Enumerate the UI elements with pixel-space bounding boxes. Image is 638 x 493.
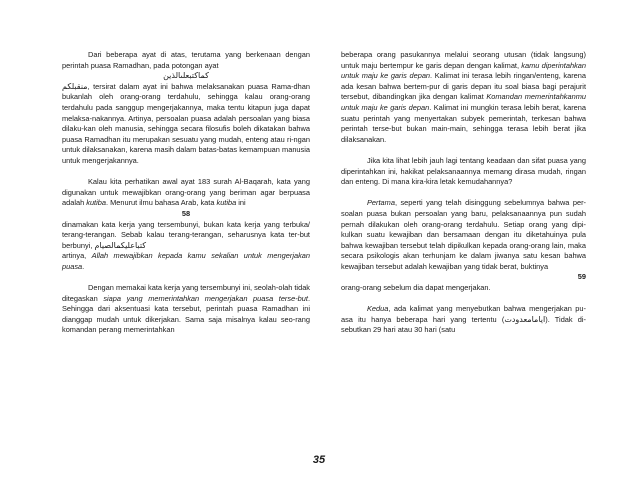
italic-text: Komandan memerintahkanmu untuk maju ke garis depan [341,92,586,112]
paragraph [62,82,310,167]
italic-term: kutiba [216,198,237,208]
text: , tersirat dalam ayat ini bahwa melaksanakan puasa Rama-dhan bukanlah oleh orang-orang terdahulu, sehingga kalau orang-orang terdahulu pada sanggup mengerjakannya, maka tentu kitapun juga dapat melaksa-nakannya. Artinya, persoalan puasa adalah persoalan yang biasa dilaku-kan oleh manusia, sehingga secara filosufis boleh dikatakan bahwa puasa Ramadhan itu merupakan sesuatu yang mudah, enteng atau ri-ngan untuk dilaksanakan, karena masih dalam batas-batas kemampuan manusia untuk mengerjakannya. [62,81,310,165]
arabic-text: منقبلكم [62,81,88,91]
paragraph [62,50,310,71]
text: . Sehingga dari aksentuasi kata tersebut, perintah puasa Ramadhan ini dianggap mudah untuk dikerjakan. Sama saja misalnya kalau seo-rang komandan perang memerintahkan [62,293,310,335]
paragraph [62,177,310,209]
text: orang-orang sebelum dia dapat mengerjakan. [341,283,491,293]
italic-text: Kedua [367,304,389,314]
text: artinya, [62,251,92,261]
text: . Kalimat ini terasa lebih ringan/enteng, karena ada kesan bahwa bertem-pur di garis depan itu soal biasa bagi perajurit tersebut, dibandingkan jika dengan kalimat [341,71,586,102]
paragraph [341,304,586,336]
arabic-line [62,71,310,82]
paragraph [62,283,310,336]
paragraph [62,251,310,272]
italic-term: kutiba [86,198,106,208]
text: . [82,261,85,271]
text: dinamakan kata kerja yang tersembunyi, bukan kata kerja yang terbuka/ terang-terangan. Sebab kalau terang-terangan, seharusnya kata ter-but berbunyi, [62,219,310,250]
text: ). Tidak di-sebutkan 29 hari atau 30 hari (satu [341,314,587,335]
footnote-marker: 59 [577,272,586,282]
footnote-marker: 58 [181,208,191,218]
italic-text: kamu diperintahkan untuk maju ke garis depan [341,60,586,81]
paragraph [341,156,586,188]
arabic-text: كتباعليكمالصيام [94,240,147,250]
text: Jika kita lihat lebih jauh lagi tentang keadaan dan sifat puasa yang diperintahkan ini, hakikat pelaksanaannya memang dirasa mudah, ringan dan enteng. Di mana kira-kira letak kemudahannya? [341,155,586,187]
arabic-text: ايامامعدودت [504,314,546,324]
page-number: 35 [312,454,326,466]
paragraph [341,50,586,145]
text: , ada kalimat yang menyebutkan bahwa mengerjakan pu-asa itu hanya beberapa hari yang tertentu ( [341,304,586,324]
text: Dengan memakai kata kerja yang tersembunyi ini, seolah-olah tidak ditegaskan [62,283,310,303]
text: ini [236,198,246,208]
text: Kalau kita perhatikan awal ayat 183 surah Al-Baqarah, kata yang digunakan untuk mewajibkan orang-orang yang beriman agar berpuasa adalah [62,177,310,208]
italic-text: Pertama [367,198,395,208]
text: , seperti yang telah disinggung sebelumnya bahwa per-soalan puasa bukan persoalan yang baru, pelaksanaannya pun sudah pernah dilakukan oleh orang-orang terdahulu. Setiap orang yang dipi-kulkan suatu kewajiban dan bersamaan dengan itu diketahuinya pula bahwa kewajiban tersebut telah dipikulkan kepada orang-orang lain, maka secara psikologis akan terhunjam ke dalam jiwanya satu kesan bahwa kewajiban tersebut adalah kewajiban yang tidak berat, buktinya [341,198,586,271]
right-column [341,50,586,336]
paragraph [341,198,586,272]
text: . Kalimat ini mungkin terasa lebih berat, karena suatu perintah yang menyertakan subyek pemerintah, terkesan bahwa perintah terse-but bukan main-main, sehingga terasa lebih berat jika dilaksanakan. [341,102,586,144]
text: Dari beberapa ayat di atas, terutama yang berkenaan dengan perintah puasa Ramadhan, pada potongan ayat [62,50,310,70]
arabic-text: كماكتبعلىالذين [163,71,209,81]
text: beberapa orang pasukannya melalui seorang utusan (tidak langsung) untuk maju bertempur ke garis depan dengan kalimat, [341,50,586,70]
paragraph [62,220,310,252]
paragraph [341,283,586,294]
italic-text: siapa yang memerintahkan mengerjakan puasa terse-but [103,293,308,303]
left-column [62,50,310,336]
italic-text: Allah mewajibkan kepada kamu sekalian untuk mengerjakan puasa [62,251,310,271]
text: . Menurut ilmu bahasa Arab, kata [105,198,217,208]
